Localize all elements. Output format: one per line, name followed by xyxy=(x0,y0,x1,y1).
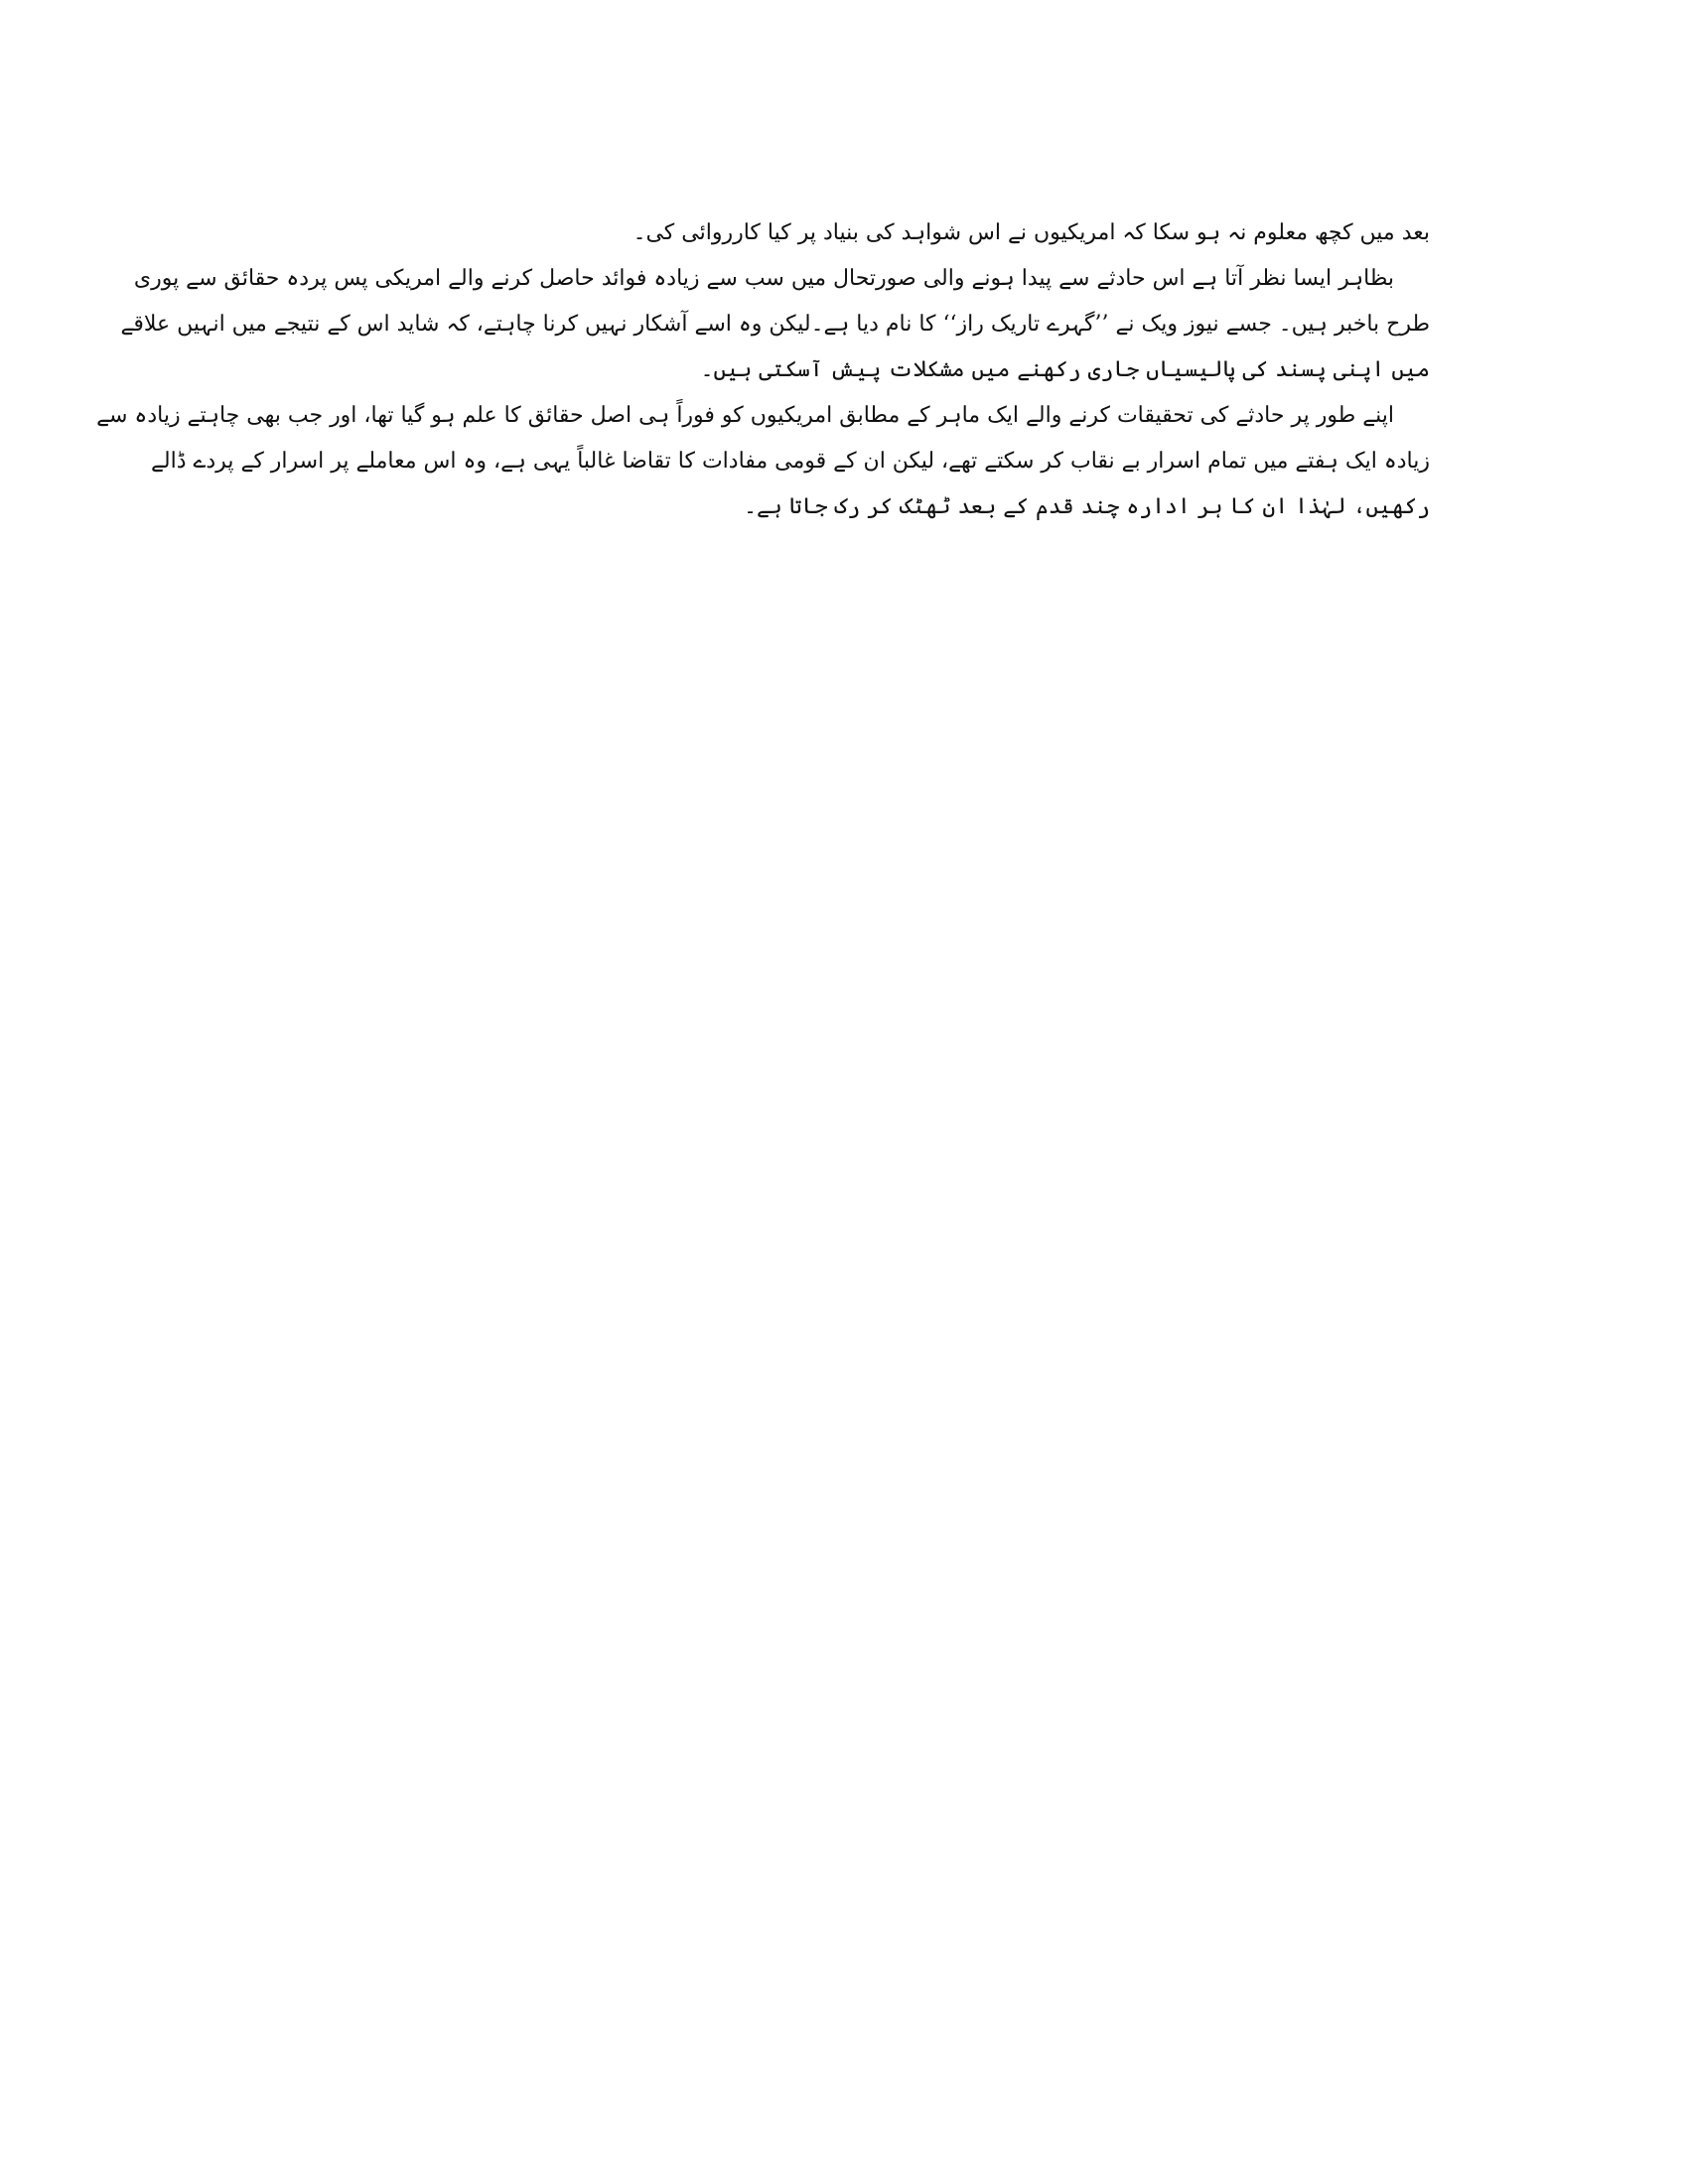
text-line-4: میں اپنی پسند کی پالیسیاں جاری رکھنے میں مشکلات پیش آسکتی ہیں۔ xyxy=(700,357,1430,382)
text-line-1: بعد میں کچھ معلوم نہ ہو سکا کہ امریکیوں نے اس شواہد کی بنیاد پر کیا کارروائی کی۔ xyxy=(633,220,1430,245)
text-line-5: اپنے طور پر حادثے کی تحقیقات کرنے والے ایک ماہر کے مطابق امریکیوں کو فوراً ہی اصل حقائق کا علم ہو گیا تھا، اور جب بھی چاہتے زیادہ سے xyxy=(96,403,1394,428)
text-line-6: زیادہ ایک ہفتے میں تمام اسرار بے نقاب کر سکتے تھے، لیکن ان کے قومی مفادات کا تقاضا غالباً یہی ہے، وہ اس معاملے پر اسرار کے پردے ڈالے xyxy=(151,449,1430,474)
urdu-text-body xyxy=(96,210,1430,530)
text-line-3: طرح باخبر ہیں۔ جسے نیوز ویک نے ’’گہرے تاریک راز‘‘ کا نام دیا ہے۔لیکن وہ اسے آشکار نہیں کرنا چاہتے، کہ شاید اس کے نتیجے میں انہیں علاقے xyxy=(120,312,1430,337)
text-line-7: رکھیں، لہٰذا ان کا ہر ادارہ چند قدم کے بعد ٹھٹک کر رک جاتا ہے۔ xyxy=(744,494,1430,519)
text-line-2: بظاہر ایسا نظر آتا ہے اس حادثے سے پیدا ہونے والی صورتحال میں سب سے زیادہ فوائد حاصل کرنے والے امریکی پس پردہ حقائق سے پوری xyxy=(133,266,1394,291)
